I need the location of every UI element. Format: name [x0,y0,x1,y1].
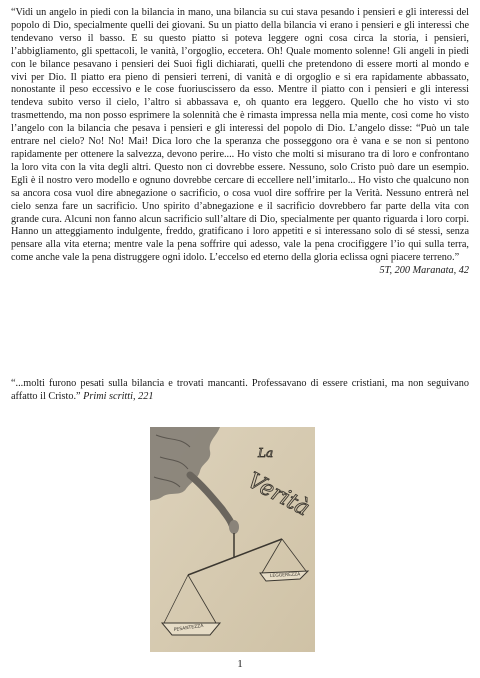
angel-hand [229,520,239,534]
illustration-title-top: La [258,446,274,460]
left-pan-label: PESANTEZZA [173,623,204,633]
quote2-text: “...molti furono pesati sulla bilancia e trovati mancanti. Professavano di essere cristiani, ma non seguivano affatto il Cristo.” [11,378,469,402]
right-pan-label: LEGGEREZZA [269,572,301,579]
quote-vision-angel-scale [11,7,469,278]
quote1-citation: 5T, 200 Maranata, 42 [379,265,469,277]
balance-scale-illustration [150,427,315,652]
quote-weighed-found-wanting [11,378,469,404]
balance-scale-drawing [150,427,315,652]
page-number: 1 [237,658,243,670]
quote1-text: “Vidi un angelo in piedi con la bilancia in mano, una bilancia su cui stava pesando i pensieri e gli interessi del popolo di Dio, specialmente quelli dei giovani. Su un piatto della bilancia vi erano i pensieri e gli interessi che tendevano verso il basso. E su questo piatto si poteva leggere ogni cosa circa la storia, i pensieri, l’abbigliamento, gli spettacoli, le vanità, l’orgoglio, eccetera. Oh! Quale momento solenne! Gli angeli in piedi con le bilance pesavano i pensieri dei Suoi figli dichiarati, quelli che pretendono di essere morti al mondo e vivi per Dio. Il piatto era pieno di pensieri terreni, di vanità e di orgoglio e si era rapidamente abbassato, nonostante il peso eccessivo e le cose fuoriuscissero da esso. Mentre il piatto con i pensieri e gli interessi tendeva subito verso il cielo, l’altro si abbassava e, oh quanto era leggero. Quello che ho visto vi sto trasmettendo, ma non posso esprimere la solennità che è rimasta impressa nella mia mente, così come ho visto l’angelo con la bilancia che pesava i pensieri e gli interessi del popolo di Dio. L’angelo disse: “Può un tale entrare nel cielo? No! No! Mai! Dica loro che la speranza che posseggono ora è vana e se non si pentono rapidamente per ottenere la salvezza, devono perire.... Ho visto che molti si misurano tra di loro e confrontano la loro vita con la vita degli altri. Questo non ci dovrebbe essere. Nessuno, solo Cristo può dare un esempio. Eglì è il nostro vero modello e ognuno dovrebbe cercare di eccellere nell’imitarlo... Ho visto che qualcuno non sa ancora cosa vuol dire abnegazione o sacrificio, o cosa vuol dire soffrire per la Verità. Nessuno entrerà nel cielo senza fare un sacrificio. Uno spirito d’abnegazione e il sacrificio dovrebbero far parte della vita con grande cura. Alcuni non fanno alcun sacrificio sull’altare di Dio, specialmente per quanto riguarda i loro corpi. Hanno un atteggiamento indulgente, freddo, gratificano i loro appetiti e si interessano solo di sé stessi, senza pensare alla vita eterna; mentre vale la pena soffrire qui adesso, vale la pena crocifiggere l’io qui sulla terra, come anche vale la pena distruggere ogni idolo. L’eccelso ed eterno della gloria eclissa ogni piacere terreno.” [11,7,469,264]
illustration-title-main: Verità [243,468,314,522]
quote2-citation: Primi scritti, 221 [83,390,154,402]
